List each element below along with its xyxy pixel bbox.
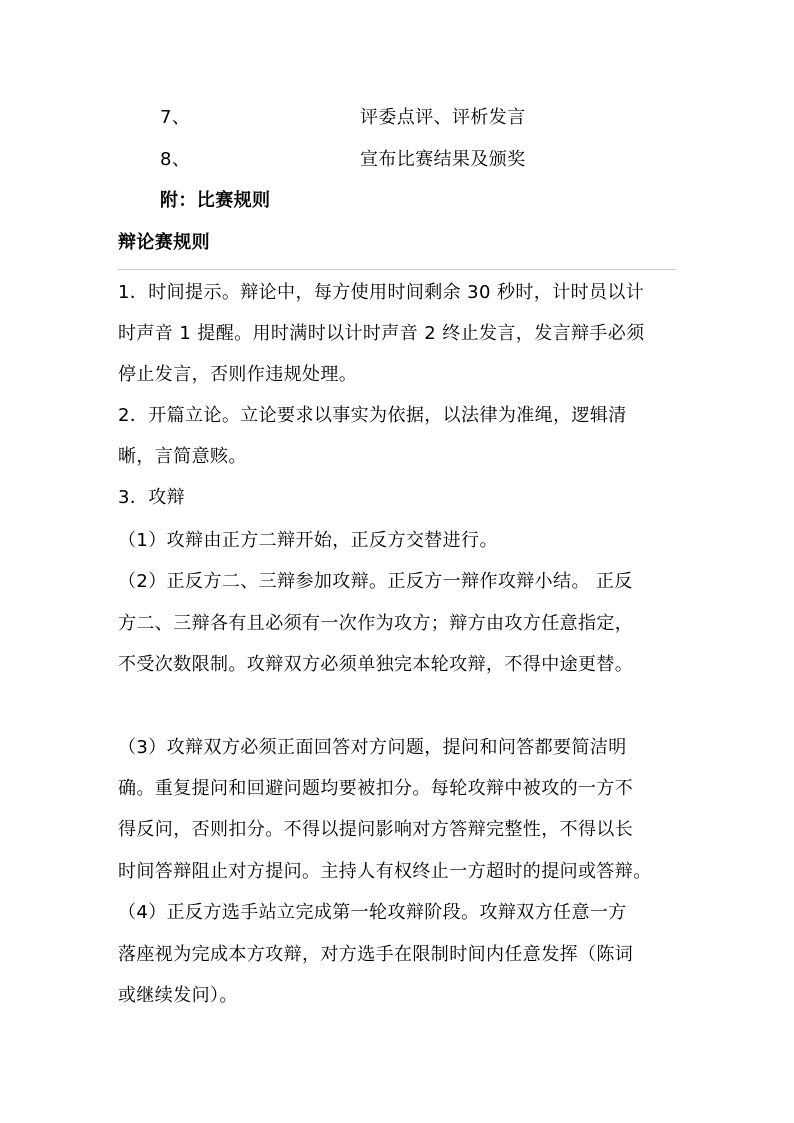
rule-text-line: （1）攻辩由正方二辩开始，正反方交替进行。 bbox=[118, 530, 498, 551]
rule-text-line: （2）正反方二、三辩参加攻辩。正反方一辩作攻辩小结。 正反 bbox=[118, 571, 633, 592]
rule-text-line: 确。重复提问和回避问题均要被扣分。每轮攻辩中被攻的一方不 bbox=[118, 778, 634, 799]
rule-text-line: （4）正反方选手站立完成第一轮攻辩阶段。攻辩双方任意一方 bbox=[118, 902, 627, 923]
agenda-item-8-text: 宣布比赛结果及颁奖 bbox=[360, 149, 526, 170]
agenda-item-8-number: 8、 bbox=[160, 149, 191, 170]
rule-text-line: 落座视为完成本方攻辩，对方选手在限制时间内任意发挥（陈词 bbox=[118, 944, 634, 965]
rule-text-line: 停止发言，否则作违规处理。 bbox=[118, 364, 358, 385]
rule-text-line: 得反问，否则扣分。不得以提问影响对方答辩完整性，不得以长 bbox=[118, 819, 634, 840]
rule-text-line: 时声音 1 提醒。用时满时以计时声音 2 终止发言，发言辩手必须 bbox=[118, 323, 645, 344]
rule-text-line: 时间答辩阻止对方提问。主持人有权终止一方超时的提问或答辩。 bbox=[118, 861, 652, 882]
rule-text-line: 或继续发问）。 bbox=[118, 985, 238, 1006]
rules-heading: 辩论赛规则 bbox=[118, 232, 210, 253]
rule-text-line: 晰，言简意赅。 bbox=[118, 446, 247, 467]
agenda-item-7-number: 7、 bbox=[160, 107, 191, 128]
rule-text-line: （3）攻辩双方必须正面回答对方问题，提问和问答都要简洁明 bbox=[118, 737, 627, 758]
appendix-title: 附：比赛规则 bbox=[160, 190, 271, 211]
rule-text-line: 3．攻辩 bbox=[118, 487, 186, 508]
rule-text-line: 2．开篇立论。立论要求以事实为依据，以法律为准绳，逻辑清 bbox=[118, 405, 627, 426]
rule-text-line: 方二、三辩各有且必须有一次作为攻方；辩方由攻方任意指定， bbox=[118, 613, 634, 634]
heading-divider bbox=[118, 269, 676, 270]
rule-text-line: 不受次数限制。攻辩双方必须单独完本轮攻辩，不得中途更替。 bbox=[118, 654, 634, 675]
agenda-item-7-text: 评委点评、评析发言 bbox=[360, 107, 526, 128]
rule-text-line: 1．时间提示。辩论中，每方使用时间剩余 30 秒时，计时员以计 bbox=[118, 282, 645, 303]
